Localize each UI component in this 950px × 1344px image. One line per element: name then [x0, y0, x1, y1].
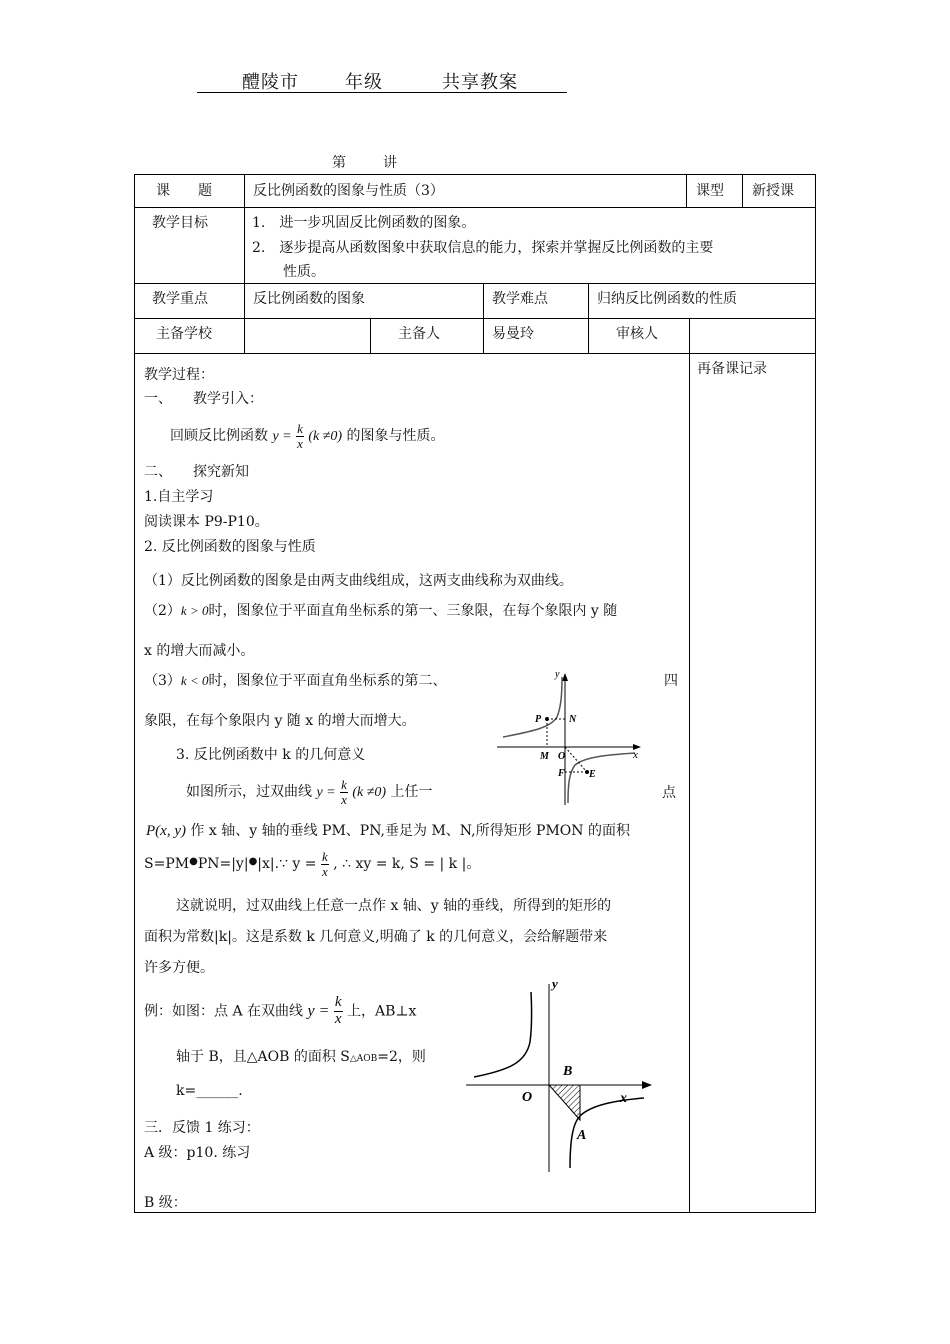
fig2-label-x: x	[620, 1091, 627, 1106]
type-value: 新授课	[752, 183, 794, 199]
fig1-label-n: N	[569, 714, 577, 725]
property-3-end: 四	[664, 673, 678, 689]
property-3-cont: 象限，在每个象限内 y 随 x 的增大而增大。	[144, 713, 416, 729]
x-axis-arrow-icon	[642, 1081, 652, 1089]
y-axis-arrow-icon	[562, 673, 568, 681]
section-explore: 二、 探究新知	[144, 464, 249, 480]
fig2-label-a: A	[577, 1128, 587, 1143]
area-equation: S=PM●PN=|y|●|x|.∵ y = $\frac{k}{x}$ , ∴ xy = k, S = | k |。	[144, 849, 481, 879]
example-answer: k=______.	[176, 1083, 243, 1099]
fig2-label-b: B	[563, 1064, 573, 1079]
goal-2-cont: 性质。	[283, 264, 325, 280]
fig2-label-o: O	[522, 1090, 533, 1105]
oe-dashed	[565, 747, 587, 772]
hyperbola-figure-1	[495, 665, 645, 810]
geometric-meaning-title: 3. 反比例函数中 k 的几何意义	[176, 747, 366, 763]
header-city: 醴陵市	[242, 72, 299, 93]
geo-line-end: 点	[662, 785, 676, 801]
geo-line: 如图所示，过双曲线 y = $\frac{k}{x}$ (k ≠0) 上任一	[186, 777, 433, 807]
example-line-2: 轴于 B，且△AOB 的面积 S△AOB=2，则	[176, 1049, 426, 1065]
fig1-label-e: E	[589, 769, 596, 780]
property-1: （1）反比例函数的图象是由两支曲线组成，这两支曲线称为双曲线。	[144, 573, 573, 589]
section-feedback: 三．反馈 1 练习：	[144, 1120, 260, 1136]
property-3: （3）k < 0时，图象位于平面直角坐标系的第二、	[144, 673, 447, 689]
goal-1: 1. 进一步巩固反比例函数的图象。	[252, 215, 476, 231]
explanation-2: 面积为常数|k|。这是系数 k 几何意义,明确了 k 的几何意义，会给解题带来	[144, 929, 608, 945]
curve-quadrant-2	[474, 992, 532, 1077]
school-label: 主备学校	[156, 326, 212, 342]
document-header	[197, 68, 567, 93]
self-study: 1.自主学习	[144, 489, 214, 505]
difficulty-label: 教学难点	[492, 291, 548, 307]
a-level: A 级：p10. 练习	[144, 1145, 251, 1161]
header-shared: 共享教案	[442, 72, 518, 93]
fig1-label-m: M	[540, 751, 549, 762]
record-label: 再备课记录	[697, 361, 767, 377]
curve-quadrant-4	[568, 753, 635, 803]
focus-value: 反比例函数的图象	[253, 291, 365, 307]
fig1-label-x: x	[633, 749, 638, 761]
graph-properties-title: 2. 反比例函数的图象与性质	[144, 539, 316, 555]
focus-label: 教学重点	[152, 291, 208, 307]
example-line: 例：如图：点 A 在双曲线 y = $\frac{k}{x}$ 上，AB⊥x	[144, 994, 417, 1027]
hyperbola-figure-2	[460, 972, 660, 1177]
preparer-label: 主备人	[398, 326, 440, 342]
shaded-triangle-aob	[549, 1085, 580, 1120]
process-heading: 教学过程：	[144, 367, 214, 383]
lesson-jiang: 讲	[383, 155, 397, 171]
topic-value: 反比例函数的图象与性质（3）	[253, 183, 444, 199]
explanation-3: 许多方便。	[144, 960, 214, 976]
goal-label: 教学目标	[152, 215, 208, 231]
difficulty-value: 归纳反比例函数的性质	[597, 291, 737, 307]
read-pages: 阅读课本 P9-P10。	[144, 514, 269, 530]
fig1-label-f: F	[558, 768, 565, 779]
point-p	[545, 717, 549, 721]
fig1-label-o: O	[558, 751, 566, 762]
preparer-value: 易曼玲	[492, 326, 534, 342]
explanation-1: 这就说明，过双曲线上任意一点作 x 轴、y 轴的垂线，所得到的矩形的	[176, 898, 612, 914]
b-level: B 级：	[144, 1195, 187, 1211]
fig2-label-y: y	[552, 976, 558, 991]
property-2: （2）k > 0时，图象位于平面直角坐标系的第一、三象限，在每个象限内 y 随	[144, 603, 618, 619]
header-grade: 年级	[345, 72, 383, 93]
type-label: 课型	[696, 183, 724, 199]
fig1-label-y: y	[555, 669, 560, 680]
geo-line-2: P(x, y) 作 x 轴、y 轴的垂线 PM、PN,垂足为 M、N,所得矩形 PMON 的面积	[146, 823, 630, 839]
fig1-label-p: P	[535, 714, 542, 725]
goal-2: 2. 逐步提高从函数图象中获取信息的能力，探索并掌握反比例函数的主要	[252, 240, 714, 256]
lesson-di: 第	[332, 155, 346, 171]
reviewer-label: 审核人	[616, 326, 658, 342]
topic-label: 课 题	[156, 183, 212, 199]
section-intro: 一、 教学引入：	[144, 391, 263, 407]
review-line: 回顾反比例函数 y = $\frac{k}{x}$ (k ≠0) 的图象与性质。	[170, 421, 445, 451]
curve-quadrant-2	[503, 677, 562, 737]
property-2-cont: x 的增大而减小。	[144, 643, 255, 659]
